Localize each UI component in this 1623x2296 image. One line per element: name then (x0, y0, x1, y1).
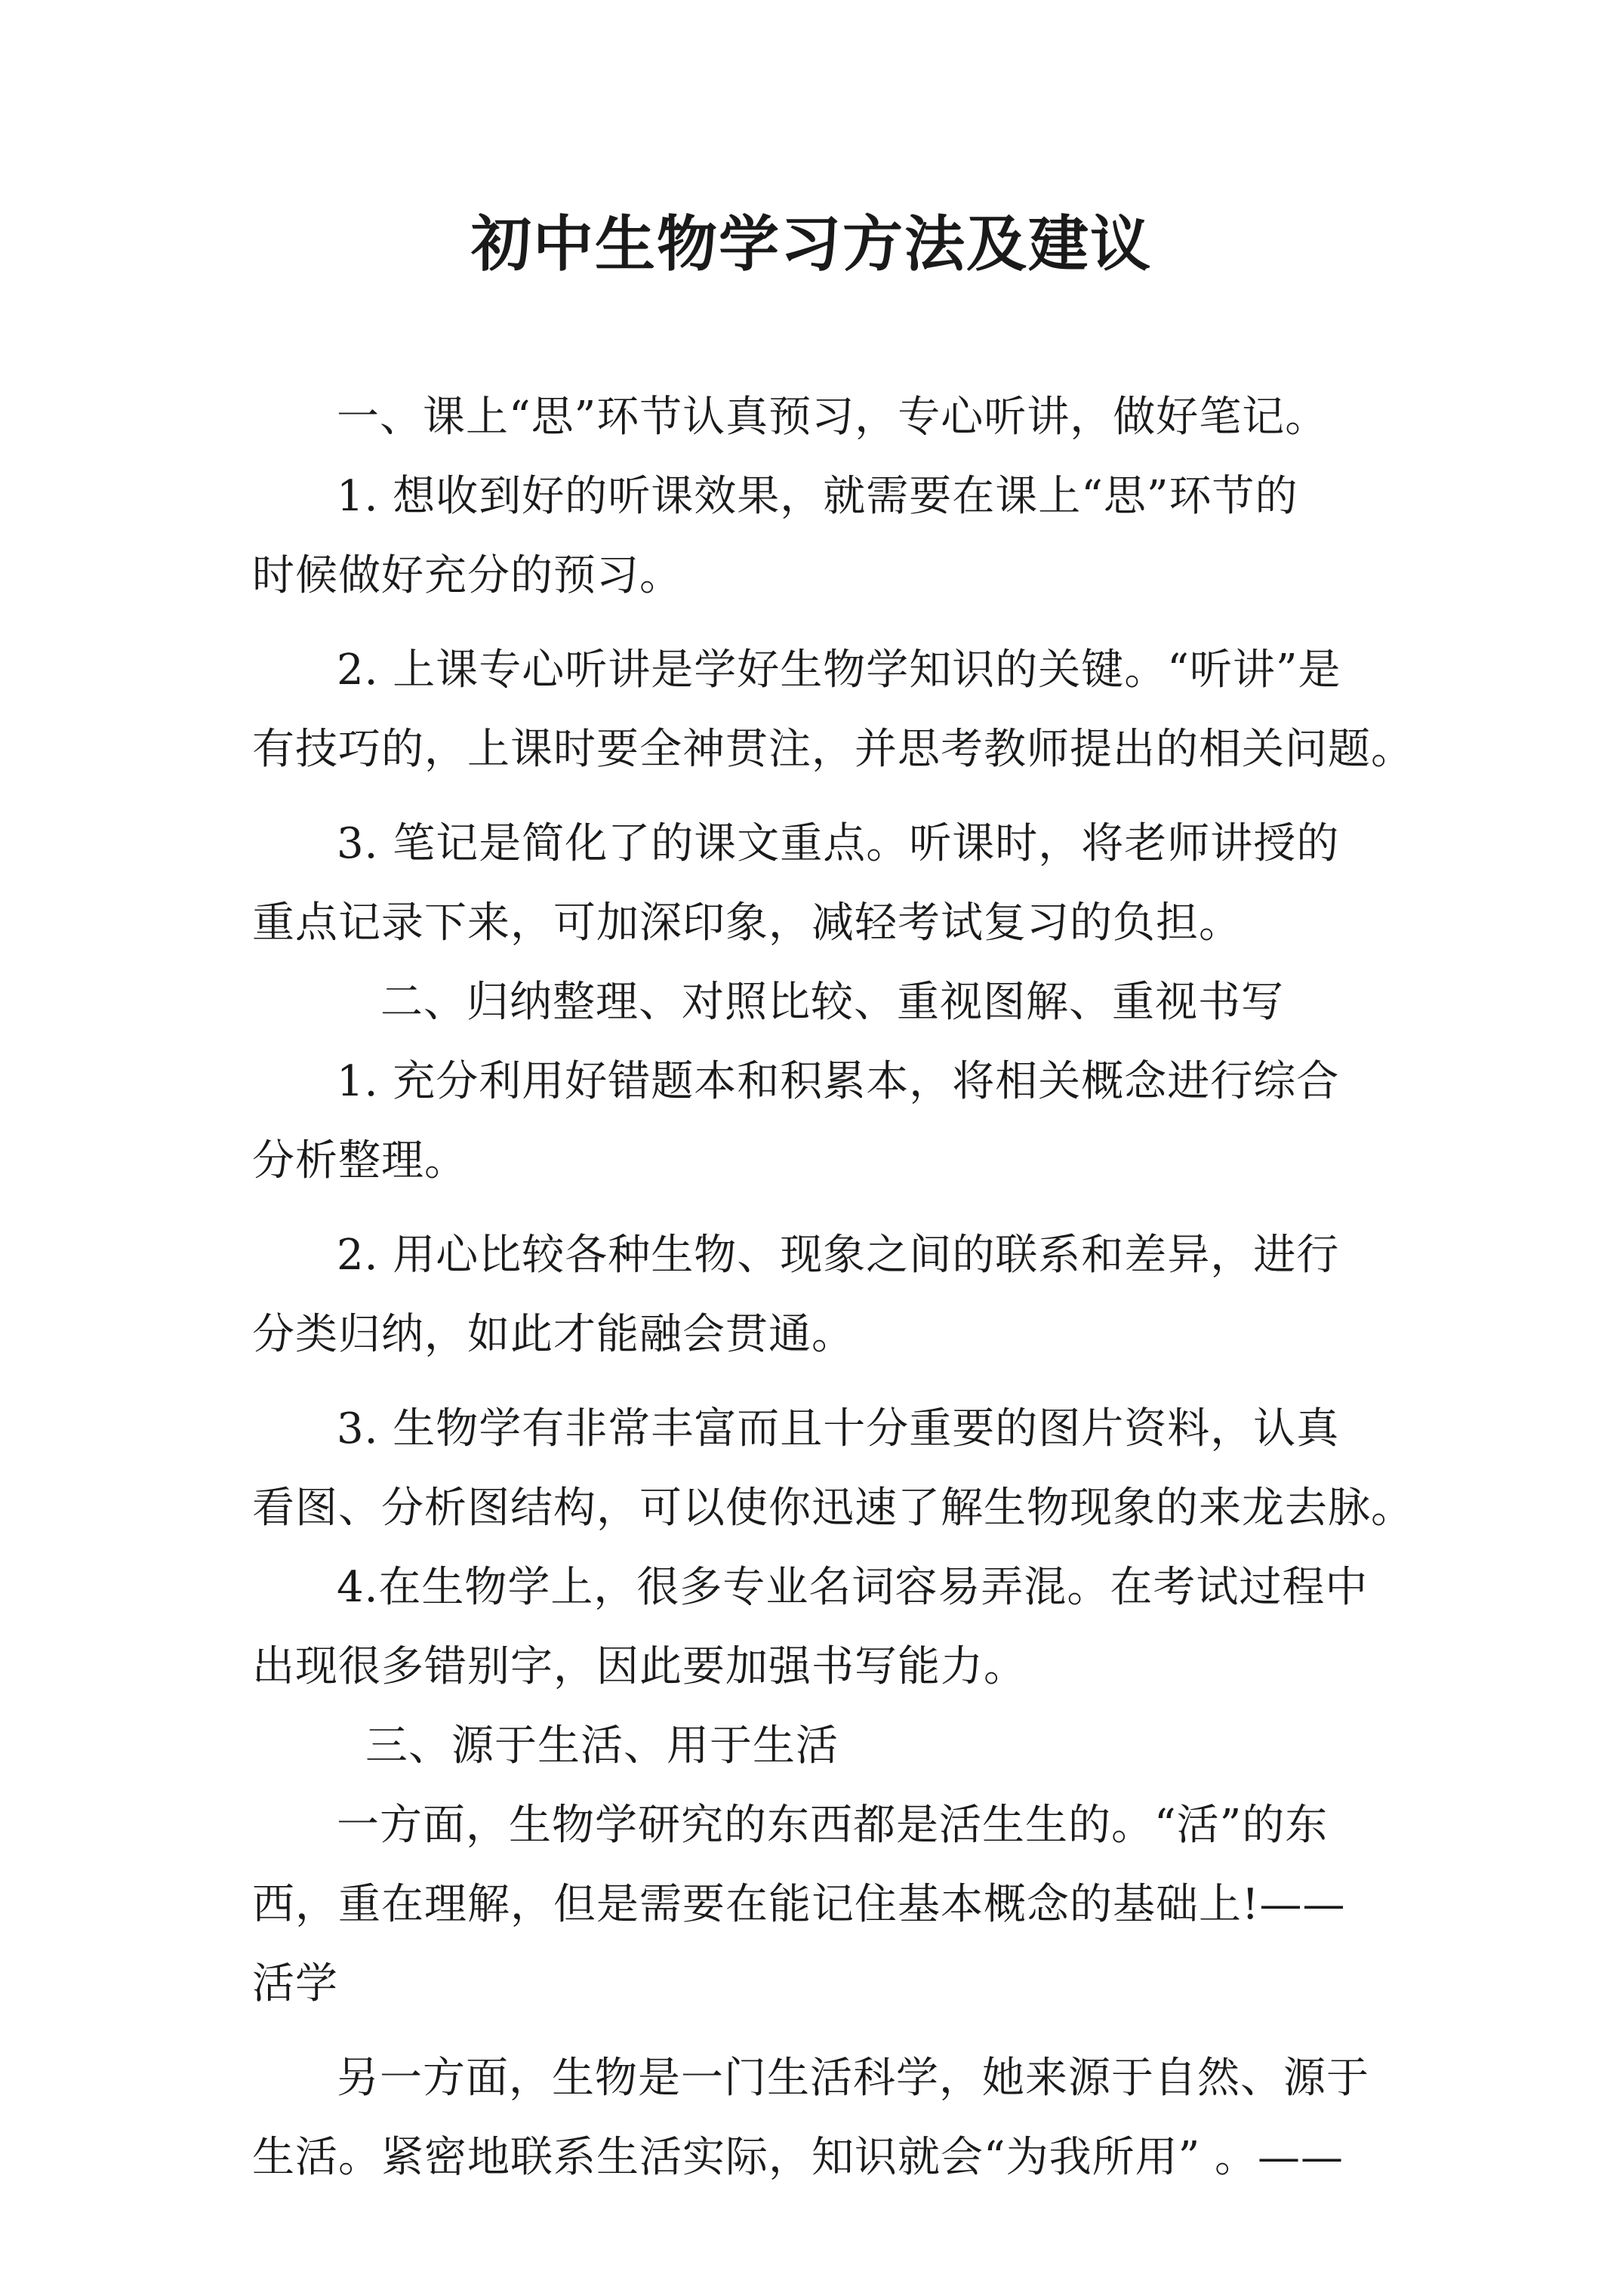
paragraph-line: 时候做好充分的预习。 (252, 551, 682, 600)
paragraph-line: 看图、分析图结构，可以使你迅速了解生物现象的来龙去脉。 (252, 1484, 1414, 1533)
paragraph-line: 另一方面，生物是一门生活科学，她来源于自然、源于 (337, 2054, 1369, 2103)
paragraph-line: 1. 想收到好的听课效果，就需要在课上“思”环节的 (337, 472, 1298, 521)
section-heading-1: 一、课上“思”环节认真预习，专心听讲，做好笔记。 (337, 393, 1329, 442)
section-heading-3: 三、源于生活、用于生活 (365, 1721, 839, 1771)
section-heading-2: 二、归纳整理、对照比较、重视图解、重视书写 (380, 978, 1284, 1027)
paragraph-line: 4.在生物学上，很多专业名词容易弄混。在考试过程中 (337, 1563, 1369, 1612)
paragraph-line: 1. 充分利用好错题本和积累本，将相关概念进行综合 (337, 1057, 1340, 1106)
paragraph-line: 活学 (252, 1959, 338, 2008)
paragraph-line: 有技巧的，上课时要全神贯注，并思考教师提出的相关问题。 (252, 725, 1414, 774)
paragraph-line: 2. 用心比较各种生物、现象之间的联系和差异，进行 (337, 1231, 1340, 1280)
paragraph-line: 一方面，生物学研究的东西都是活生生的。“活”的东 (337, 1801, 1329, 1850)
paragraph-line: 3. 生物学有非常丰富而且十分重要的图片资料，认真 (337, 1404, 1340, 1453)
paragraph-line: 2. 上课专心听讲是学好生物学知识的关键。“听讲”是 (337, 646, 1341, 695)
paragraph-line: 生活。紧密地联系生活实际，知识就会“为我所用” 。—— (252, 2133, 1344, 2182)
paragraph-line: 分类归纳，如此才能融会贯通。 (252, 1310, 855, 1359)
paragraph-line: 重点记录下来，可加深印象，减轻考试复习的负担。 (252, 898, 1242, 948)
paragraph-line: 3. 笔记是简化了的课文重点。听课时，将老师讲授的 (337, 819, 1340, 868)
paragraph-line: 分析整理。 (252, 1136, 467, 1185)
paragraph-line: 西，重在理解，但是需要在能记住基本概念的基础上!—— (252, 1880, 1346, 1929)
paragraph-line: 出现很多错别字，因此要加强书写能力。 (252, 1642, 1027, 1691)
document-title: 初中生物学习方法及建议 (471, 208, 1152, 279)
document-body (252, 378, 1430, 2197)
